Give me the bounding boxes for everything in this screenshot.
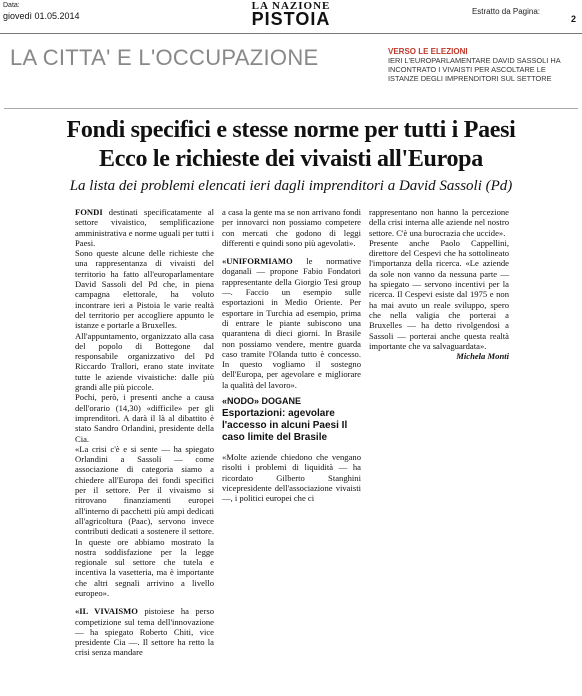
kicker-text: IERI L'EUROPARLAMENTARE DAVID SASSOLI HA INCONTRATO I VIVAISTI PER ASCOLTARE LE ISTANZE DEGLI IMPRENDITORI SUL SETTORE — [388, 56, 561, 83]
kicker-label: VERSO LE ELEZIONI — [388, 47, 468, 56]
paragraph: «La crisi c'è e si sente — ha spiegato Orlandini a Sassoli — come associazione di categoria siamo a chiedere all'Europa dei fondi specifici per il settore. Per il vivaismo si ritrovano finanziamenti europei all'interno di pacchetti più ampi dedicati all'agricoltura (Paac), servono invece contributi dedicati a sostenere il settore. In queste ore abbiamo mostrato la nostra soddisfazione per la legge regionale sul settore che tutela e incentiva la vasetteria, ma è importante che altri segnali arrivino a livello europeo». — [75, 443, 214, 598]
sidebar-title: Esportazioni: agevolare l'accesso in alcuni Paesi Il caso limite del Brasile — [222, 408, 348, 443]
page-number: 2 — [570, 14, 576, 24]
paragraph: Pochi, però, i presenti anche a causa dell'orario (14,30) «difficile» per gli imprenditori. A darà il là al dibattito è stato Sandro Orlandini, presidente della Cia. — [75, 392, 214, 444]
sidebar-box — [222, 396, 370, 444]
date-label: Data: — [3, 2, 20, 9]
article-column-2 — [222, 207, 361, 390]
lead-word: «IL VIVAISMO — [75, 606, 138, 617]
paragraph: Presente anche Paolo Cappellini, direttore del Cespevi che ha sottolineato l'importanza della ricerca. «Le aziende da sole non vanno da nessuna parte — ha spiegato — servono incentivi per la ricerca. Il Cespevi esiste dal 1975 e non ha mai avuto un reale sviluppo, spero che nella valigia che porterai a Bruxelles — ha detto rivolgendosi a Sassoli — porterai anche questa realtà importante che va salvaguardata». — [369, 237, 509, 351]
article-column-2-continued — [222, 452, 361, 503]
publication-date: giovedì 01.05.2014 — [3, 11, 80, 21]
masthead-top: LA NAZIONE — [251, 0, 331, 12]
lead-word: FONDI — [75, 207, 103, 217]
lead-word: «UNIFORMIAMO — [222, 256, 293, 267]
paragraph: FONDI destinati specificatamente al settore vivaistico, semplificazione amministrativa e norme uguali per tutti i Paesi. — [75, 207, 214, 248]
sidebar-label: «NODO» DOGANE — [222, 396, 302, 406]
headline-line-2: Ecco le richieste dei vivaisti all'Europa — [99, 146, 483, 172]
paragraph: All'appuntamento, organizzato alla casa del popolo di Bottegone dal responsabile organizzativo del Pd Riccardo Trallori, erano state invitate tutte le aziende vivaistiche: dalle più grandi alle più piccole. — [75, 330, 214, 393]
author-signature: Michela Monti — [456, 351, 509, 362]
paragraph: rappresentano non hanno la percezione della crisi interna alle aziende nel nostro settore. C'è una burocrazia che uccide». — [369, 207, 509, 238]
article-column-3 — [369, 207, 509, 361]
section-divider — [4, 108, 578, 109]
headline-line-1: Fondi specifici e stesse norme per tutti i Paesi — [66, 117, 516, 143]
paragraph: a casa la gente ma se non arrivano fondi per innovarci non possiamo competere con mercati che godono di leggi differenti e quindi sono più agevolati». — [222, 207, 361, 248]
kicker-box — [388, 47, 578, 83]
masthead-city: PISTOIA — [251, 9, 331, 29]
extract-label: Estratto da Pagina: — [471, 7, 540, 16]
paragraph: «Molte aziende chiedono che vengano risolti i problemi di liquidità — ha ricordato Gilberto Stanghini vicepresidente dell'associazione vivaisti —, i politici europei che ci — [222, 452, 361, 504]
paragraph: «UNIFORMIAMO le normative doganali — propone Fabio Fondatori rappresentante della Giorgio Tesi group —. Faccio un esempio sulle esportazioni in Medio Oriente. Per esportare in Turchia ad esempio, prima di entrare le piante subiscono una quarantena di dieci giorni. In Brasile non possiamo vendere, mentre guarda caso tramite l'Olanda tutto è concesso. In questo vogliamo il sostegno dell'Europa, per agevolare e migliorare la qualità del lavoro». — [222, 256, 361, 390]
paragraph: «IL VIVAISMO pistoiese ha perso competizione sul tema dell'innovazione — ha spiegato Roberto Chiti, vice presidente Cia —. Il settore ha retto la crisi senza mandare — [75, 606, 214, 658]
section-title: LA CITTA' E L'OCCUPAZIONE — [10, 45, 319, 70]
paragraph: Sono queste alcune delle richieste che una rappresentanza di vivaisti del territorio ha fatto all'europarlamentare David Sassoli del Pd che, in piena campagna elettorale, ha voluto incontrare ieri a Pistoia le varie realtà del territorio per accogliere appunto le istanze e portarle a Bruxelles. — [75, 248, 214, 331]
article-column-1 — [75, 207, 214, 658]
subheadline: La lista dei problemi elencati ieri dagli imprenditori a David Sassoli (Pd) — [69, 178, 513, 194]
header-divider — [0, 33, 582, 34]
